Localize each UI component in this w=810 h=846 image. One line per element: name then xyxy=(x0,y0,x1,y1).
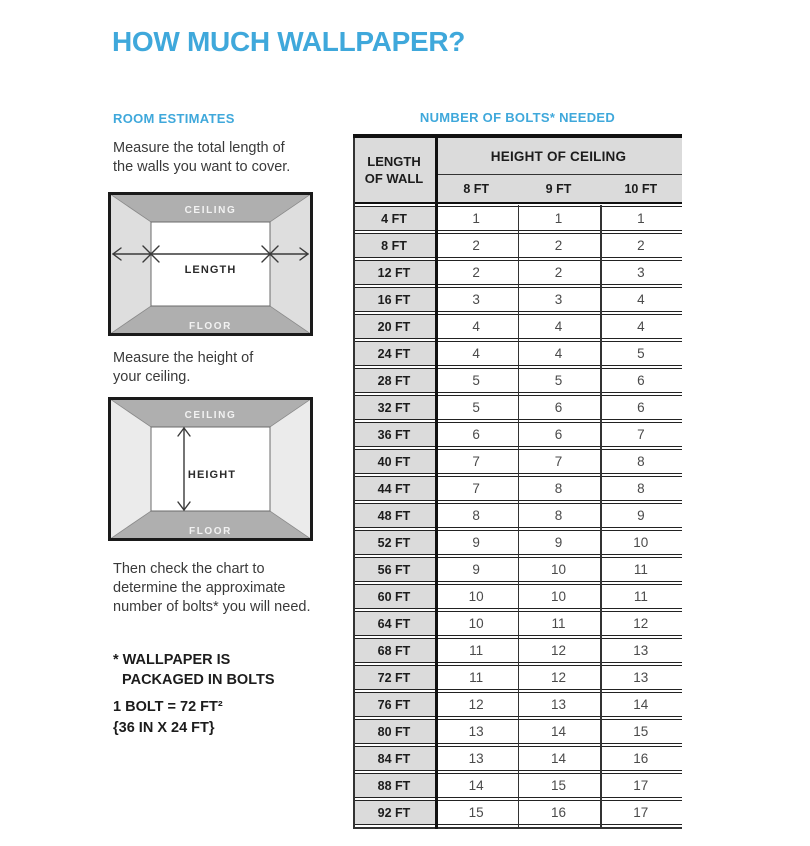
bolts-value-cell: 11 xyxy=(435,639,517,662)
wall-length-cell: 64 FT xyxy=(353,612,435,635)
bolts-value-cell: 2 xyxy=(600,234,682,257)
wall-length-cell: 40 FT xyxy=(353,450,435,473)
bolts-value-cell: 3 xyxy=(600,261,682,284)
bolts-value-cell: 13 xyxy=(435,720,517,743)
measure-height-instruction xyxy=(113,349,253,387)
wall-length-cell: 36 FT xyxy=(353,423,435,446)
bolts-value-cell: 4 xyxy=(600,288,682,311)
bolts-value-cell: 8 xyxy=(517,504,599,527)
wall-length-cell: 28 FT xyxy=(353,369,435,392)
bolts-value-cell: 15 xyxy=(600,720,682,743)
wall-length-cell: 72 FT xyxy=(353,666,435,689)
bolts-value-cell: 10 xyxy=(435,585,517,608)
bolts-value-cell: 15 xyxy=(435,801,517,824)
bolts-value-cell: 9 xyxy=(435,558,517,581)
instruction-line: Measure the height of xyxy=(113,350,254,366)
table-column-divider xyxy=(518,205,520,829)
bolts-value-cell: 13 xyxy=(517,693,599,716)
bolts-value-cell: 2 xyxy=(517,261,599,284)
bolts-value-cell: 7 xyxy=(600,423,682,446)
wall-length-cell: 12 FT xyxy=(353,261,435,284)
wall-length-cell: 48 FT xyxy=(353,504,435,527)
wall-length-cell: 60 FT xyxy=(353,585,435,608)
bolts-value-cell: 12 xyxy=(600,612,682,635)
bolts-value-cell: 12 xyxy=(435,693,517,716)
instruction-line: your ceiling. xyxy=(113,369,191,385)
bolts-value-cell: 1 xyxy=(600,207,682,230)
room-height-diagram xyxy=(108,397,313,541)
bolts-value-cell: 14 xyxy=(517,720,599,743)
bolts-value-cell: 13 xyxy=(600,639,682,662)
bolts-value-cell: 14 xyxy=(517,747,599,770)
wall-length-cell: 84 FT xyxy=(353,747,435,770)
wall-length-cell: 56 FT xyxy=(353,558,435,581)
bolts-value-cell: 14 xyxy=(435,774,517,797)
bolts-value-cell: 13 xyxy=(435,747,517,770)
bolts-value-cell: 5 xyxy=(517,369,599,392)
wall-length-cell: 80 FT xyxy=(353,720,435,743)
instruction-line: Then check the chart to xyxy=(113,561,265,577)
bolts-value-cell: 10 xyxy=(517,585,599,608)
header-line: OF WALL xyxy=(364,171,424,186)
instruction-line: the walls you want to cover. xyxy=(113,159,291,175)
wall-length-cell: 16 FT xyxy=(353,288,435,311)
bolts-value-cell: 2 xyxy=(517,234,599,257)
wall-length-cell: 52 FT xyxy=(353,531,435,554)
wall-length-cell: 8 FT xyxy=(353,234,435,257)
bolt-size-line: {36 IN X 24 FT} xyxy=(113,720,215,736)
table-header xyxy=(353,138,682,204)
bolts-value-cell: 10 xyxy=(435,612,517,635)
header-line: LENGTH xyxy=(367,154,421,169)
bolts-value-cell: 6 xyxy=(435,423,517,446)
bolts-value-cell: 3 xyxy=(435,288,517,311)
bolts-value-cell: 9 xyxy=(600,504,682,527)
bolts-value-cell: 1 xyxy=(517,207,599,230)
footnote-line: PACKAGED IN BOLTS xyxy=(122,672,275,688)
bolts-value-cell: 10 xyxy=(517,558,599,581)
bolts-value-cell: 8 xyxy=(600,477,682,500)
bolts-value-cell: 11 xyxy=(600,558,682,581)
bolts-value-cell: 17 xyxy=(600,774,682,797)
bolts-value-cell: 1 xyxy=(435,207,517,230)
bolts-value-cell: 15 xyxy=(517,774,599,797)
bolts-value-cell: 4 xyxy=(435,315,517,338)
bolts-value-cell: 7 xyxy=(435,450,517,473)
wall-length-cell: 88 FT xyxy=(353,774,435,797)
bolts-table xyxy=(353,134,682,829)
bolt-size-line: 1 BOLT = 72 FT² xyxy=(113,699,223,715)
bolts-value-cell: 6 xyxy=(517,423,599,446)
wall-length-cell: 68 FT xyxy=(353,639,435,662)
instruction-line: determine the approximate xyxy=(113,580,286,596)
column-header-10ft: 10 FT xyxy=(624,181,658,196)
bolts-value-cell: 9 xyxy=(517,531,599,554)
bolts-value-cell: 11 xyxy=(517,612,599,635)
bolts-value-cell: 4 xyxy=(435,342,517,365)
table-column-divider xyxy=(600,205,602,829)
check-chart-instruction xyxy=(113,560,310,617)
bolts-value-cell: 2 xyxy=(435,261,517,284)
height-of-ceiling-header: HEIGHT OF CEILING xyxy=(435,138,682,175)
footnote-line: * WALLPAPER IS xyxy=(113,652,231,668)
ceiling-header-group xyxy=(435,138,682,202)
bolts-value-cell: 4 xyxy=(517,342,599,365)
room-estimates-heading: ROOM ESTIMATES xyxy=(113,111,235,126)
bolts-value-cell: 8 xyxy=(517,477,599,500)
bolts-value-cell: 10 xyxy=(600,531,682,554)
column-header-9ft: 9 FT xyxy=(545,181,572,196)
instruction-line: number of bolts* you will need. xyxy=(113,599,311,615)
wall-length-cell: 32 FT xyxy=(353,396,435,419)
bolts-value-cell: 4 xyxy=(600,315,682,338)
ceiling-height-subheaders xyxy=(435,175,682,202)
floor-label: FLOOR xyxy=(189,321,232,332)
bolts-value-cell: 6 xyxy=(517,396,599,419)
bolts-value-cell: 3 xyxy=(517,288,599,311)
column-header-8ft: 8 FT xyxy=(463,181,490,196)
height-label: HEIGHT xyxy=(187,469,237,481)
bolts-value-cell: 7 xyxy=(435,477,517,500)
wall-length-cell: 24 FT xyxy=(353,342,435,365)
floor-label: FLOOR xyxy=(189,526,232,537)
instruction-line: Measure the total length of xyxy=(113,140,285,156)
bolts-value-cell: 16 xyxy=(600,747,682,770)
bolts-value-cell: 17 xyxy=(600,801,682,824)
bolts-value-cell: 2 xyxy=(435,234,517,257)
bolts-value-cell: 5 xyxy=(435,369,517,392)
table-column-divider xyxy=(435,138,438,829)
wall-length-cell: 20 FT xyxy=(353,315,435,338)
bolts-value-cell: 7 xyxy=(517,450,599,473)
wall-length-cell: 44 FT xyxy=(353,477,435,500)
bolts-value-cell: 12 xyxy=(517,666,599,689)
bolt-size-info xyxy=(113,697,223,739)
wall-length-cell: 76 FT xyxy=(353,693,435,716)
bolts-value-cell: 6 xyxy=(600,369,682,392)
wall-length-cell: 4 FT xyxy=(353,207,435,230)
bolts-needed-heading: NUMBER OF BOLTS* NEEDED xyxy=(419,110,616,125)
bolts-value-cell: 5 xyxy=(600,342,682,365)
measure-length-instruction xyxy=(113,139,290,177)
wallpaper-bolts-footnote xyxy=(113,650,275,690)
bolts-value-cell: 9 xyxy=(435,531,517,554)
table-left-border xyxy=(353,138,355,829)
bolts-value-cell: 8 xyxy=(600,450,682,473)
bolts-value-cell: 14 xyxy=(600,693,682,716)
ceiling-label: CEILING xyxy=(184,205,237,216)
length-label: LENGTH xyxy=(184,264,237,276)
bolts-value-cell: 12 xyxy=(517,639,599,662)
ceiling-label: CEILING xyxy=(184,410,237,421)
wall-length-cell: 92 FT xyxy=(353,801,435,824)
bolts-value-cell: 6 xyxy=(600,396,682,419)
bolts-value-cell: 8 xyxy=(435,504,517,527)
page-title: HOW MUCH WALLPAPER? xyxy=(112,26,466,57)
bolts-value-cell: 11 xyxy=(435,666,517,689)
room-length-diagram xyxy=(108,192,313,336)
bolts-value-cell: 13 xyxy=(600,666,682,689)
bolts-value-cell: 11 xyxy=(600,585,682,608)
bolts-value-cell: 5 xyxy=(435,396,517,419)
bolts-value-cell: 16 xyxy=(517,801,599,824)
length-of-wall-header xyxy=(353,138,435,202)
bolts-value-cell: 4 xyxy=(517,315,599,338)
